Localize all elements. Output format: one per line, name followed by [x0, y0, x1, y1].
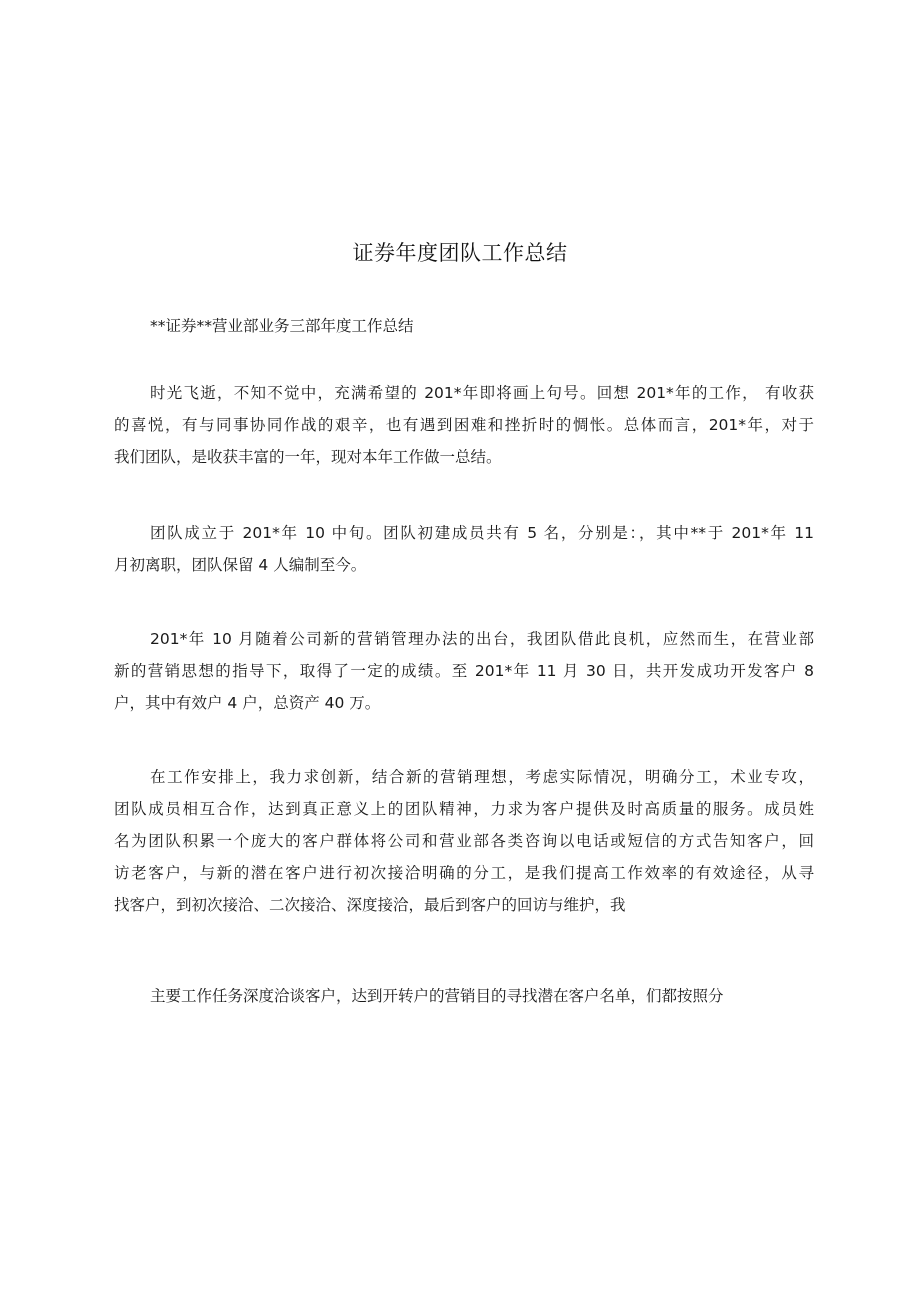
paragraph-line: 在工作安排上，我力求创新，结合新的营销理想，考虑实际情况，明确分工，术业专攻，: [150, 768, 814, 786]
paragraph-line: 户，其中有效户 4 户，总资产 40 万。: [114, 694, 381, 712]
paragraph-line: 201*年 10 月随着公司新的营销管理办法的出台，我团队借此良机，应然而生，在营业部: [150, 630, 814, 648]
paragraph-line: 月初离职，团队保留 4 人编制至今。: [114, 556, 367, 574]
paragraph-line: 名为团队积累一个庞大的客户群体将公司和营业部各类咨询以电话或短信的方式告知客户，回: [114, 832, 814, 850]
paragraph-intro: [114, 377, 814, 473]
paragraph-line: 找客户，到初次接洽、二次接洽、深度接洽，最后到客户的回访与维护，我: [114, 896, 626, 914]
document-title: 证券年度团队工作总结: [352, 241, 568, 265]
paragraph-work-arrangement: [114, 761, 814, 921]
paragraph-line: 新的营销思想的指导下，取得了一定的成绩。至 201*年 11 月 30 日，共开发成功开发客户 8: [114, 662, 814, 680]
paragraph-main-tasks: [114, 980, 814, 1012]
paragraph-line: 我们团队，是收获丰富的一年，现对本年工作做一总结。: [114, 448, 502, 466]
paragraph-line: 团队成立于 201*年 10 中旬。团队初建成员共有 5 名，分别是：，其中**于 201*年 11: [150, 524, 814, 542]
paragraph-line: 主要工作任务深度洽谈客户，达到开转户的营销目的寻找潜在客户名单，们都按照分: [150, 987, 724, 1005]
paragraph-line: 访老客户，与新的潜在客户进行初次接洽明确的分工，是我们提高工作效率的有效途径，从寻: [114, 864, 814, 882]
paragraph-team-founding: [114, 517, 814, 581]
paragraph-results: [114, 623, 814, 719]
paragraph-line: 时光飞逝，不知不觉中，充满希望的 201*年即将画上句号。回想 201*年的工作， 有收获: [150, 384, 814, 402]
paragraph-line: 团队成员相互合作，达到真正意义上的团队精神，力求为客户提供及时高质量的服务。成员姓: [114, 800, 814, 818]
paragraph-line: 的喜悦，有与同事协同作战的艰辛，也有遇到困难和挫折时的惆怅。总体而言，201*年，对于: [114, 416, 814, 434]
paragraph-line: **证券**营业部业务三部年度工作总结: [150, 317, 414, 335]
paragraph-subtitle: [114, 310, 814, 342]
